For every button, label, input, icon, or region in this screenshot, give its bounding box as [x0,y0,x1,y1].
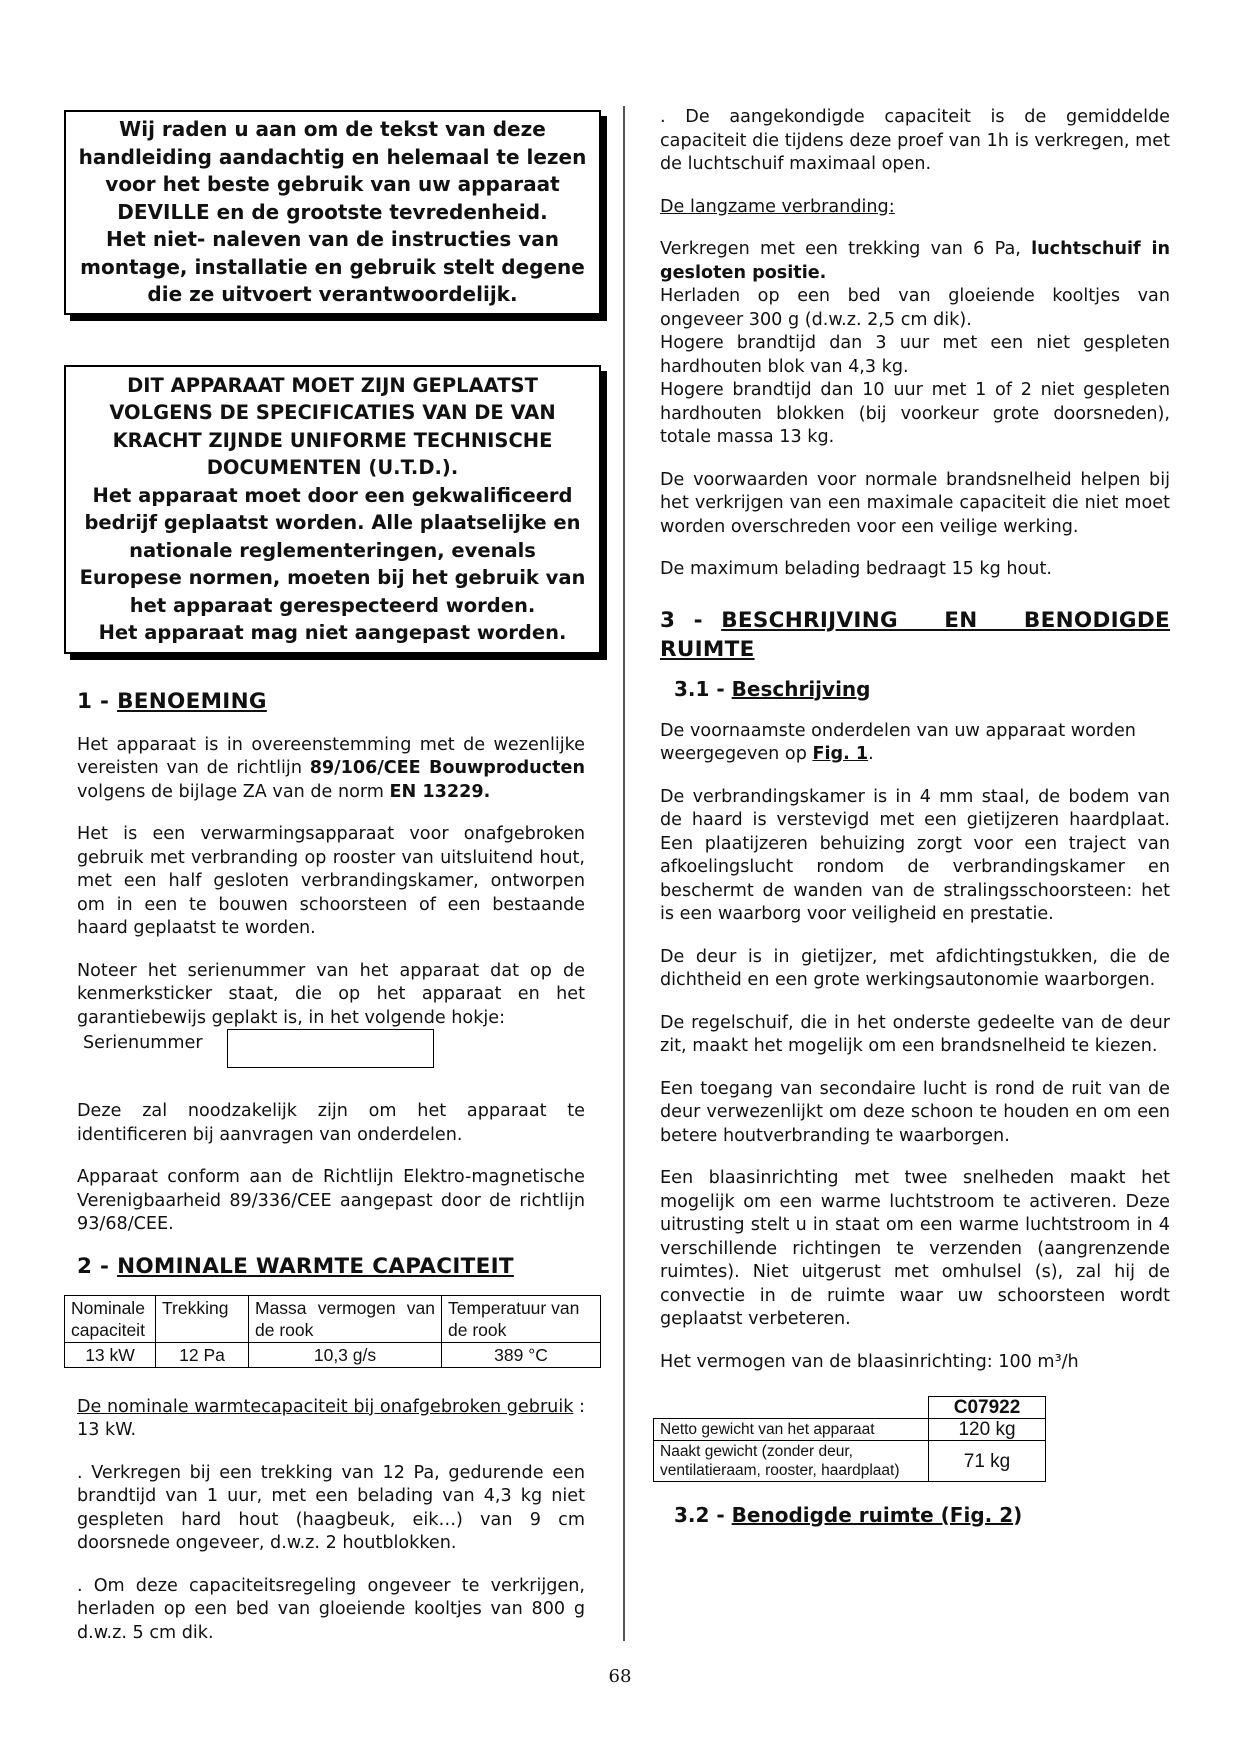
slow-combustion-label: De langzame verbranding: [660,196,895,217]
section-1-heading [77,687,585,716]
section-number: 2 - [77,1253,118,1279]
page-number: 68 [608,1666,632,1687]
table-cell: 13 kW [65,1342,156,1367]
notice-line: Wij raden u aan om de tekst van deze [119,117,546,141]
s1-paragraph-directive [77,734,585,805]
s1-paragraph-description: Het is een verwarmingsapparaat voor onafgebroken gebruik met verbranding op rooster van uitsluitend hout, met een half gesloten verbrandingskamer, ontworpen om in een te bouwen schoorsteen of een bestaande haard geplaatst te worden. [77,824,585,938]
s3-paragraph-door: De deur is in gietijzer, met afdichtingstukken, die de dichtheid en een grote werkingsautonomie waarborgen. [660,946,1170,990]
section-3-title-line [660,635,1170,664]
section-3-title-line [660,606,1170,635]
subsection-number: 3.2 - [674,1503,732,1527]
warning-box [64,365,601,654]
notice-line: handleiding aandachtig en helemaal te lezen [78,144,587,169]
section-2-heading [77,1252,585,1281]
serial-number-label: Serienummer [83,1033,203,1053]
table-header-cell: Trekking [156,1295,249,1342]
nominal-capacity-table [64,1295,601,1368]
text: Herladen op een bed van gloeiende kooltjes van ongeveer 300 g (d.w.z. 2,5 cm dik). [660,286,1170,330]
s2-paragraph-reload: . Om deze capaciteitsregeling ongeveer te verkrijgen, herladen op een bed van gloeiende kooltjes van 800 g d.w.z. 5 cm dik. [77,1575,585,1643]
table-cell: 71 kg [929,1441,1046,1482]
table-header-cell: Temperatuur van de rook [442,1295,601,1342]
subsection-title: Beschrijving [731,676,871,701]
s3-paragraph-regulator: De regelschuif, die in het onderste gedeelte van de deur zit, maakt het mogelijk om een brandsnelheid te kiezen. [660,1012,1170,1056]
s3-paragraph-parts [660,720,1170,767]
model-code: C07922 [929,1397,1046,1419]
s3-paragraph-blower: Een blaasinrichting met twee snelheden maakt het mogelijk om een warme luchtstroom te activeren. Deze uitrusting stelt u in staat om een warme luchtstroom in 4 verschillende richtingen te verzenden (aangrenzende ruimtes). Niet uitgerust met omhulsel (s), zal hij de convectie in de ruimte waar uw schoorsteen wordt geplaatst verbeteren. [660,1168,1170,1329]
subsection-number: 3.1 - [674,676,732,701]
cell-line: ventilatieraam, rooster, haardplaat) [660,1462,900,1479]
notice-line: montage, installatie en gebruik stelt degene [80,254,585,279]
text: ) [1013,1503,1023,1527]
section-3-heading [660,606,1170,664]
warning-line: Het apparaat mag niet aangepast worden. [98,621,567,644]
serial-number-box[interactable] [227,1029,434,1068]
table-row [65,1342,601,1367]
section-number: 3 - [660,607,722,633]
subsection-title: Benodigde ruimte (Fig. 2 [731,1503,1014,1527]
warning-line: DIT APPARAAT MOET ZIJN GEPLAATST [127,373,538,397]
weight-table [653,1396,1046,1482]
subsection-3-2-heading [674,1502,1170,1528]
nominal-capacity-label: De nominale warmtecapaciteit bij onafgebroken gebruik [77,1396,574,1417]
notice-line: die ze uitvoert verantwoordelijk. [147,282,518,306]
s3-paragraph-blower-capacity: Het vermogen van de blaasinrichting: 100 m³/h [660,1351,1079,1372]
warning-line: Het apparaat moet door een gekwalificeerd [92,483,573,507]
warning-line: nationale reglementeringen, evenals [129,538,536,562]
warning-line: bedrijf geplaatst worden. Alle plaatselijke en [84,511,581,534]
table-cell: Netto gewicht van het apparaat [654,1419,929,1441]
nominal-capacity-statement [77,1396,585,1443]
table-cell [654,1441,929,1482]
s1-paragraph-identify: Deze zal noodzakelijk zijn om het apparaat te identificeren bij aanvragen van onderdelen. [77,1101,585,1145]
subsection-3-1-heading [674,676,1170,702]
s2-paragraph-max-load: De maximum belading bedraagt 15 kg hout. [660,559,1052,579]
section-number: 1 - [77,688,118,714]
text: Hogere brandtijd dan 3 uur met een niet gespleten hardhouten blok van 4,3 kg. [660,333,1170,377]
notice-line: DEVILLE en de grootste tevredenheid. [117,199,548,224]
serial-number-row [77,1032,585,1072]
column-divider [623,106,625,1641]
text: Het apparaat is in overeenstemming met de wezenlijke vereisten van de richtlijn [77,734,585,778]
text: Verkregen met een trekking van 6 Pa, [660,239,1032,259]
text: volgens de bijlage ZA van de norm [77,781,390,802]
table-header-cell: Massa vermogen van de rook [249,1295,442,1342]
warning-line: Europese normen, moeten bij het gebruik van [79,566,586,589]
norm-name: EN 13229. [389,781,491,802]
air-slide-closed: luchtschuif in gesloten positie. [660,239,1170,283]
text: De voornaamste onderdelen van uw apparaat worden weergegeven op [660,720,1136,764]
table-row [654,1419,1046,1441]
section-title: NOMINALE WARMTE CAPACITEIT [117,1253,514,1279]
right-column [660,106,1170,1546]
warning-line: KRACHT ZIJNDE UNIFORME TECHNISCHE [112,428,553,452]
slow-combustion-paragraph [660,238,1170,450]
table-cell: 12 Pa [156,1342,249,1367]
table-empty-cell [654,1397,929,1419]
slow-combustion-heading [660,196,1170,220]
table-cell: 10,3 g/s [249,1342,442,1367]
directive-name: 89/106/CEE Bouwproducten [309,758,585,778]
table-cell: 120 kg [929,1419,1046,1441]
warning-line: VOLGENS DE SPECIFICATIES VAN DE VAN [109,401,556,424]
s2-paragraph-conditions: De voorwaarden voor normale brandsnelheid helpen bij het verkrijgen van een maximale capaciteit die niet moet worden overschreden voor een veilige werking. [660,469,1170,537]
text: Hogere brandtijd dan 10 uur met 1 of 2 niet gespleten hardhouten blokken (bij voorkeur grote doorsneden), totale massa 13 kg. [660,380,1170,447]
s3-paragraph-chamber: De verbrandingskamer is in 4 mm staal, de bodem van de haard is verstevigd met een gietijzeren haardplaat. Een plaatijzeren behuizing zorgt voor een traject van afkoelingslucht rondom de verbrandingskamer en beschermt de wanden van de stralingsschoorsteen: het is een waarborg voor veiligheid en prestatie. [660,786,1170,924]
table-header-row [65,1295,601,1342]
s3-paragraph-secondary-air: Een toegang van secondaire lucht is rond de ruit van de deur verwezenlijkt om deze schoon te houden en om een betere houtverbranding te waarborgen. [660,1078,1170,1146]
table-header-row [654,1397,1046,1419]
table-cell: 389 °C [442,1342,601,1367]
warning-line: DOCUMENTEN (U.T.D.). [206,456,459,479]
nominal-capacity-value: : 13 kW. [77,1396,585,1440]
left-column [71,110,587,1664]
notice-line: Het niet- naleven van de instructies van [106,227,559,251]
notice-line: voor het beste gebruik van uw apparaat [105,172,560,196]
s2-paragraph-announced: . De aangekondigde capaciteit is de gemiddelde capaciteit die tijdens deze proef van 1h is verkregen, met de luchtschuif maximaal open. [660,107,1170,174]
s1-paragraph-serial: Noteer het serienummer van het apparaat dat op de kenmerksticker staat, die op het apparaat en het garantiebewijs geplakt is, in het volgende hokje: [77,960,585,1028]
s1-paragraph-emc: Apparaat conform aan de Richtlijn Elektro-magnetische Verenigbaarheid 89/336/CEE aangepast door de richtlijn 93/68/CEE. [77,1167,585,1234]
text: . [868,744,874,764]
section-title: BESCHRIJVING EN BENODIGDE [721,607,1170,633]
figure-reference[interactable]: Fig. 1 [812,744,869,764]
notice-box [64,110,601,315]
section-title: BENOEMING [117,688,267,714]
table-header-cell: Nominale capaciteit [65,1295,156,1342]
cell-line: Naakt gewicht (zonder deur, [660,1443,853,1460]
section-title: RUIMTE [660,636,755,662]
s2-paragraph-draft: . Verkregen bij een trekking van 12 Pa, gedurende een brandtijd van 1 uur, met een belading van 4,3 kg niet gespleten hard hout (haagbeuk, eik…) van 9 cm doorsnede ongeveer, d.w.z. 2 houtblokken. [77,1462,585,1553]
warning-line: het apparaat gerespecteerd worden. [129,593,536,617]
table-row [654,1441,1046,1482]
